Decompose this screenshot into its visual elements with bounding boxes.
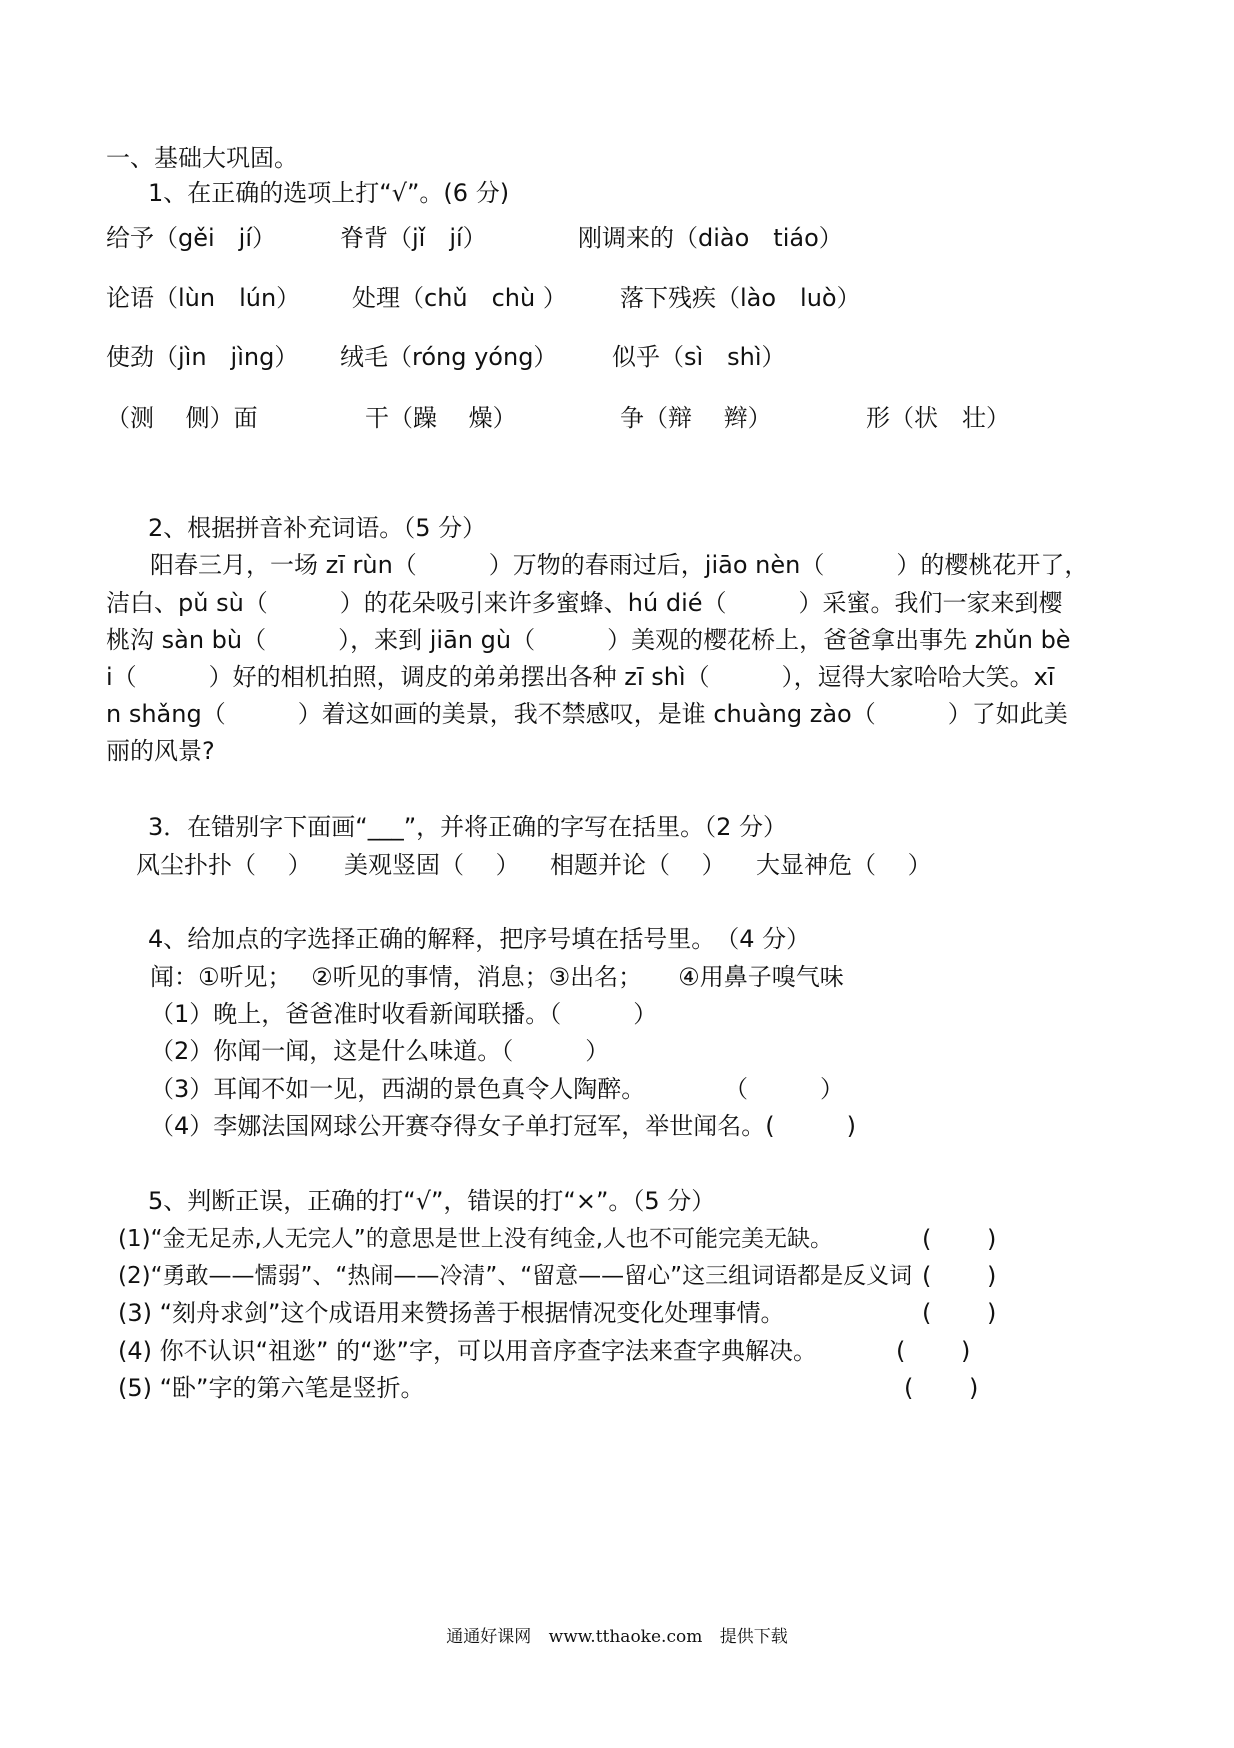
q5-item-5-blank: ( ): [904, 1374, 979, 1402]
q3-heading: 3．在错别字下面画“___”，并将正确的字写在括里。（2 分）: [148, 813, 788, 841]
q1-row2-item2: 处理（chǔ chù ）: [352, 284, 567, 312]
q1-row3-item1: 使劲（jìn jìng）: [106, 343, 299, 371]
q4-item-4: （4）李娜法国网球公开赛夺得女子单打冠军，举世闻名。( ): [150, 1112, 856, 1140]
footer-url[interactable]: www.tthaoke.com: [548, 1627, 703, 1647]
q1-row1-item1: 给予（gěi jí）: [106, 224, 277, 252]
q5-item-4-blank: ( ): [896, 1337, 971, 1365]
q5-item-1: (1)“金无足赤,人无完人”的意思是世上没有纯金,人也不可能完美无缺。: [118, 1226, 834, 1252]
q4-item-3: （3）耳闻不如一见，西湖的景色真令人陶醉。: [150, 1075, 646, 1103]
q5-item-3-blank: ( ): [922, 1299, 997, 1327]
q4-item-1: （1）晚上，爸爸准时收看新闻联播。（ ）: [150, 1000, 658, 1028]
q5-item-2: (2)“勇敢——懦弱”、“热闹——冷清”、“留意——留心”这三组词语都是反义词: [118, 1263, 913, 1289]
q3-item-1: 风尘扑扑（ ）: [136, 851, 312, 879]
q1-row2-item3: 落下残疾（lào luò）: [620, 284, 861, 312]
q1-row3-item3: 似乎（sì shì）: [612, 343, 786, 371]
q1-row4-item2: 干（躁 燥）: [365, 404, 517, 432]
q2-line-1: 阳春三月，一场 zī rùn（ ）万物的春雨过后，jiāo nèn（ ）的樱桃花开了，: [150, 551, 1089, 579]
q5-heading: 5、判断正误，正确的打“√”，错误的打“×”。（5 分）: [148, 1187, 716, 1215]
page-footer: [0, 1626, 1234, 1648]
q3-item-3: 相题并论（ ）: [550, 851, 726, 879]
q2-heading: 2、根据拼音补充词语。（5 分）: [148, 514, 487, 542]
footer-site-name: 通通好课网: [446, 1627, 532, 1647]
q5-item-4: (4) 你不认识“祖逖” 的“逖”字，可以用音序查字法来查字典解决。: [118, 1337, 817, 1365]
q1-row4-item3: 争（辩 辫）: [620, 404, 772, 432]
q4-heading: 4、给加点的字选择正确的解释，把序号填在括号里。 （4 分）: [148, 925, 811, 953]
q2-line-4: i（ ）好的相机拍照，调皮的弟弟摆出各种 zī shì（ ），逗得大家哈哈大笑。xī: [106, 663, 1055, 691]
q1-row1-item2: 脊背（jǐ jí）: [340, 224, 487, 252]
section-title: 一、基础大巩固。: [106, 144, 298, 172]
q4-options: 闻：①听见； ②听见的事情，消息；③出名； ④用鼻子嗅气味: [150, 963, 844, 991]
q1-row3-item2: 绒毛（róng yóng）: [340, 343, 558, 371]
footer-note: 提供下载: [719, 1627, 788, 1647]
q3-item-4: 大显神危（ ）: [756, 851, 932, 879]
q2-line-6: 丽的风景?: [106, 737, 215, 765]
q1-row2-item1: 论语（lùn lún）: [106, 284, 301, 312]
q5-item-3: (3) “刻舟求剑”这个成语用来赞扬善于根据情况变化处理事情。: [118, 1299, 785, 1327]
q1-row4-item1: （测 侧）面: [106, 404, 258, 432]
q5-item-5: (5) “卧”字的第六笔是竖折。: [118, 1374, 425, 1402]
q2-line-5: n shǎng（ ）着这如画的美景，我不禁感叹，是谁 chuàng zào（ ）了如此美: [106, 700, 1068, 728]
q2-line-3: 桃沟 sàn bù（ ），来到 jiān gù（ ）美观的樱花桥上，爸爸拿出事先 zhǔn bè: [106, 626, 1071, 654]
q4-item-3-blank: （ ）: [724, 1075, 844, 1103]
q5-item-2-blank: ( ): [922, 1262, 997, 1290]
q1-row1-item3: 刚调来的（diào tiáo）: [578, 224, 843, 252]
q1-row4-item4: 形（状 壮）: [866, 404, 1010, 432]
q2-line-2: 洁白、pǔ sù（ ）的花朵吸引来许多蜜蜂、hú dié（ ）采蜜。我们一家来到樱: [106, 589, 1063, 617]
q5-item-1-blank: ( ): [922, 1225, 997, 1253]
q4-item-2: （2）你闻一闻，这是什么味道。（ ）: [150, 1037, 610, 1065]
q1-heading: 1、在正确的选项上打“√”。(6 分): [148, 179, 510, 207]
q3-item-2: 美观竖固（ ）: [344, 851, 520, 879]
